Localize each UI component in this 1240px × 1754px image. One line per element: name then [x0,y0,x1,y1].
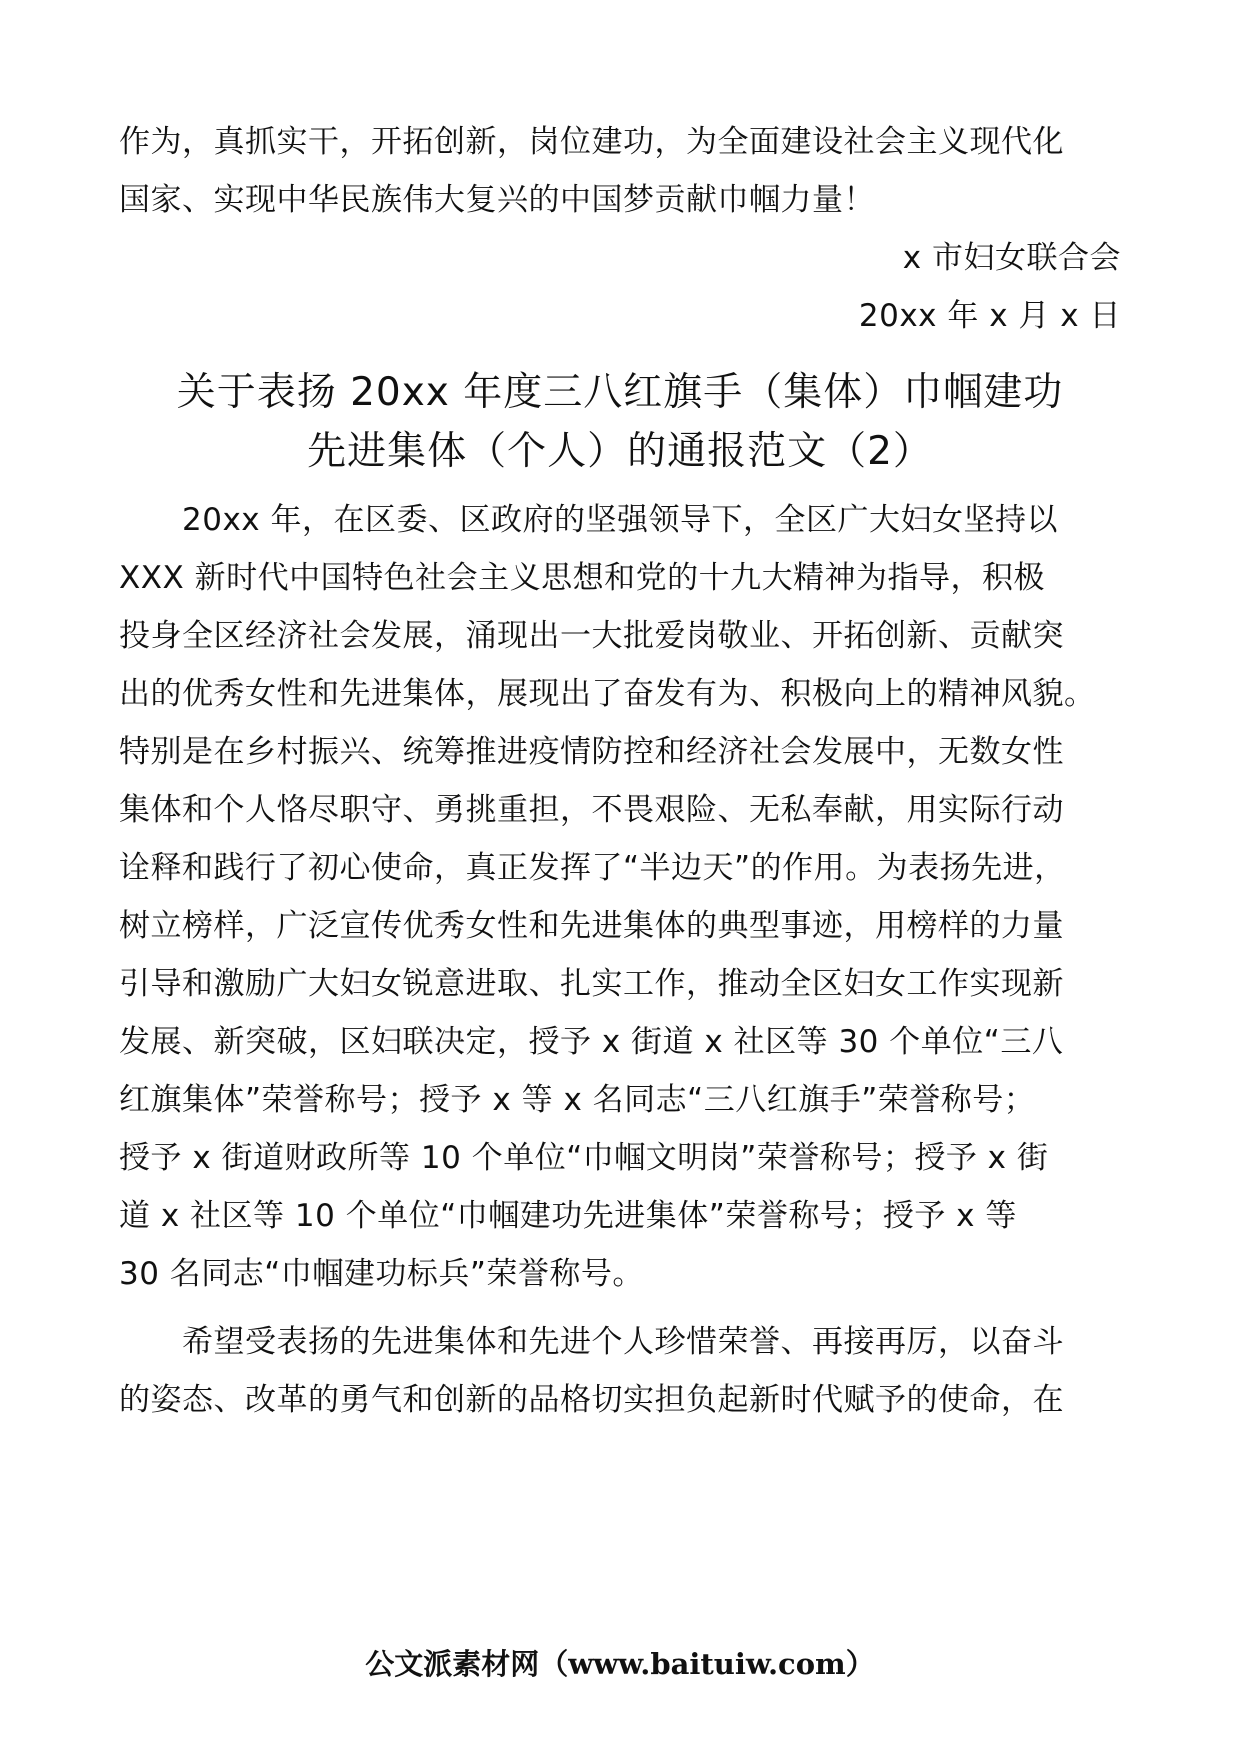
document-title-line-2: 先进集体（个人）的通报范文（2） [307,429,933,474]
paragraph-line: 特别是在乡村振兴、统筹推进疫情防控和经济社会发展中，无数女性 [119,734,1064,770]
paragraph-line: 授予 x 街道财政所等 10 个单位“巾帼文明岗”荣誉称号；授予 x 街 [119,1140,1049,1176]
paragraph-line: 20xx 年，在区委、区政府的坚强领导下，全区广大妇女坚持以 [182,502,1058,538]
body-line: 国家、实现中华民族伟大复兴的中国梦贡献巾帼力量！ [119,182,875,218]
paragraph-line: 引导和激励广大妇女锐意进取、扎实工作，推动全区妇女工作实现新 [119,966,1064,1002]
paragraph-line: 投身全区经济社会发展，涌现出一大批爱岗敬业、开拓创新、贡献突 [119,618,1064,654]
paragraph-line: 希望受表扬的先进集体和先进个人珍惜荣誉、再接再厉，以奋斗 [182,1324,1064,1360]
paragraph-line: 出的优秀女性和先进集体，展现出了奋发有为、积极向上的精神风貌。 [119,676,1096,712]
paragraph-line: 树立榜样，广泛宣传优秀女性和先进集体的典型事迹，用榜样的力量 [119,908,1064,944]
paragraph-line: 红旗集体”荣誉称号；授予 x 等 x 名同志“三八红旗手”荣誉称号； [119,1082,1036,1118]
signature-date: 20xx 年 x 月 x 日 [858,298,1121,334]
paragraph-line: 道 x 社区等 10 个单位“巾帼建功先进集体”荣誉称号；授予 x 等 [119,1198,1017,1234]
signature-org: x 市妇女联合会 [902,240,1121,276]
paragraph-line: 集体和个人恪尽职守、勇挑重担，不畏艰险、无私奉献，用实际行动 [119,792,1064,828]
paragraph-line: 发展、新突破，区妇联决定，授予 x 街道 x 社区等 30 个单位“三八 [119,1024,1064,1060]
body-line: 作为，真抓实干，开拓创新，岗位建功，为全面建设社会主义现代化 [119,124,1064,160]
document-title-line-1: 关于表扬 20xx 年度三八红旗手（集体）巾帼建功 [176,370,1064,415]
paragraph-line: XXX 新时代中国特色社会主义思想和党的十九大精神为指导，积极 [119,560,1046,596]
paragraph-line: 的姿态、改革的勇气和创新的品格切实担负起新时代赋予的使命，在 [119,1382,1064,1418]
paragraph-line: 诠释和践行了初心使命，真正发挥了“半边天”的作用。为表扬先进， [119,850,1066,886]
footer-source: 公文派素材网（www.baituiw.com） [365,1647,875,1681]
paragraph-line: 30 名同志“巾帼建功标兵”荣誉称号。 [119,1256,644,1292]
